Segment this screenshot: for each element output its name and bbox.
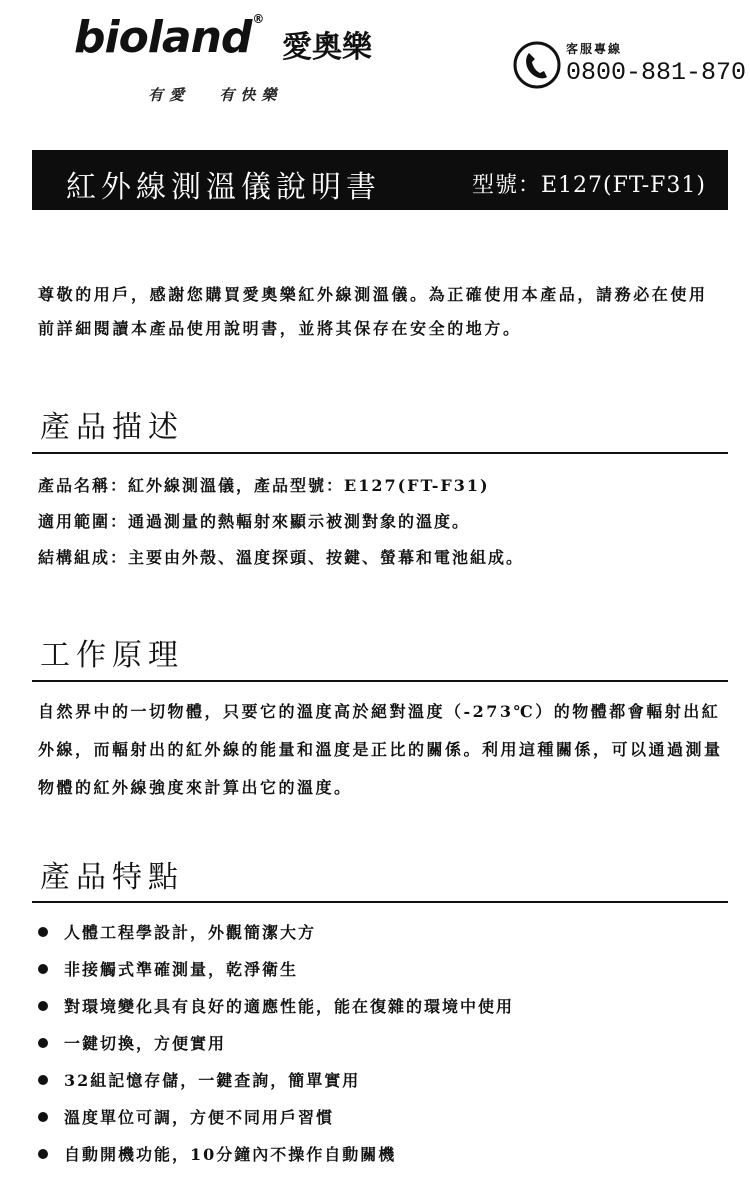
description-row: 適用範圍：通過測量的熱輻射來顯示被測對象的溫度。 bbox=[38, 512, 471, 531]
list-item bbox=[38, 1025, 728, 1062]
list-item bbox=[38, 914, 728, 951]
document-title: 紅外線測溫儀說明書 bbox=[66, 170, 381, 205]
phone-icon bbox=[512, 40, 562, 90]
hotline-number: 0800-881-870 bbox=[566, 58, 747, 87]
header bbox=[0, 0, 750, 130]
principle-paragraph: 自然界中的一切物體，只要它的溫度高於絕對溫度（-273℃）的物體都會輻射出紅外線，而輻射出的紅外線的能量和溫度是正比的關係。利用這種關係，可以通過測量物體的紅外線強度來計算出它的溫度。 bbox=[38, 702, 723, 797]
list-item bbox=[38, 1099, 728, 1136]
slogan bbox=[148, 84, 300, 105]
slogan-part-1: 有愛 bbox=[148, 86, 191, 104]
section-divider bbox=[32, 901, 728, 903]
bullet-icon bbox=[38, 927, 48, 937]
bullet-icon bbox=[38, 1075, 48, 1085]
section-title-features: 產品特點 bbox=[40, 860, 184, 895]
features-list bbox=[38, 914, 728, 1173]
bullet-icon bbox=[38, 1001, 48, 1011]
feature-text: 一鍵切換，方便實用 bbox=[64, 1034, 227, 1053]
description-row: 結構組成：主要由外殼、溫度探頭、按鍵、螢幕和電池組成。 bbox=[38, 548, 525, 567]
section-title-principle: 工作原理 bbox=[40, 638, 184, 673]
slogan-part-2: 有快樂 bbox=[219, 86, 283, 104]
list-item bbox=[38, 1136, 728, 1173]
section-title-description: 產品描述 bbox=[40, 410, 184, 445]
model-number: 型號：E127(FT-F31) bbox=[471, 173, 706, 198]
brand-logo-en bbox=[74, 12, 263, 63]
bullet-icon bbox=[38, 1112, 48, 1122]
description-list bbox=[38, 468, 728, 576]
feature-text: 溫度單位可調，方便不同用戶習慣 bbox=[64, 1108, 335, 1127]
intro-paragraph: 尊敬的用戶，感謝您購買愛奧樂紅外線測溫儀。為正確使用本產品，請務必在使用前詳細閱讀本產品使用說明書，並將其保存在安全的地方。 bbox=[38, 285, 708, 338]
feature-text: 對環境變化具有良好的適應性能，能在復雜的環境中使用 bbox=[64, 997, 515, 1016]
title-bar bbox=[32, 150, 728, 210]
bullet-icon bbox=[38, 964, 48, 974]
bullet-icon bbox=[38, 1038, 48, 1048]
section-divider bbox=[32, 452, 728, 454]
list-item bbox=[38, 1062, 728, 1099]
feature-text: 人體工程學設計，外觀簡潔大方 bbox=[64, 923, 317, 942]
feature-text: 非接觸式準確測量，乾淨衛生 bbox=[64, 960, 299, 979]
feature-text: 自動開機功能，10分鐘內不操作自動關機 bbox=[64, 1145, 397, 1164]
list-item bbox=[38, 988, 728, 1025]
brand-logo-zh: 愛奧樂 bbox=[282, 30, 372, 65]
bullet-icon bbox=[38, 1149, 48, 1159]
feature-text: 32組記憶存儲，一鍵查詢，簡單實用 bbox=[64, 1071, 361, 1090]
hotline-label: 客服專線 bbox=[566, 42, 623, 56]
section-divider bbox=[32, 680, 728, 682]
list-item bbox=[38, 951, 728, 988]
brand-name-en: bioland bbox=[74, 12, 252, 63]
registered-mark: ® bbox=[252, 12, 264, 26]
description-row: 產品名稱：紅外線測溫儀，產品型號：E127(FT-F31) bbox=[38, 476, 490, 495]
